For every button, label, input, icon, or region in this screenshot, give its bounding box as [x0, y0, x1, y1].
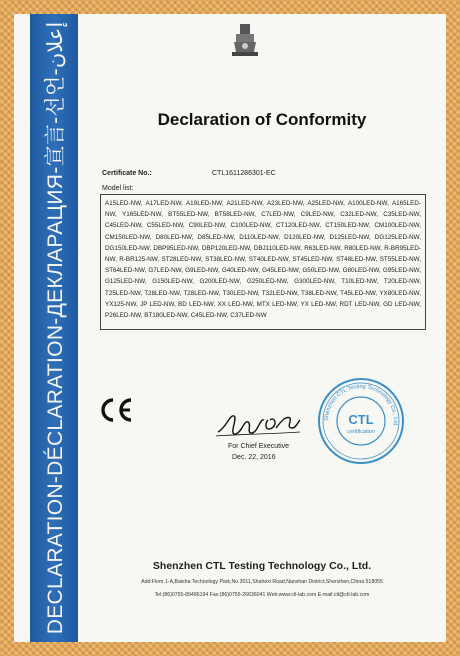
seal-brand: CTL	[348, 412, 374, 427]
company-address: Add:Floor 1-A,Baisha Technology Park,No.3011,Shahexi Road,Nanshan District,Shenzhen,China 518055	[141, 579, 383, 585]
sidebar-text: DECLARATION-DÉCLARATION-ДЕКЛАРАЦИЯ-宣言-선언-إعلان	[44, 21, 67, 635]
signature-icon	[212, 406, 304, 442]
model-list: A15LED-NW, A17LED-NW, A19LED-NW, A21LED-NW, A23LED-NW, A25LED-NW, A100LED-NW, A165LED-NW, Y165LED-NW, BT55LED-NW, BT58LED-NW, C7LED-NW, C9LED-NW, C32LED-NW, C35LED-NW, C45LED-NW, C55LED-NW, C90LED-NW, C100LED-NW, CT120LED-NW, CT150LED-NW, CM100LED-NW, CM150LED-NW, D80LED-NW, D85LED-NW, D110LED-NW, D120LED-NW, D125LED-NW, DG125LED-NW, DG150LED-NW, DBP95LED-NW, DBP120LED-NW, DBJ110LED-NW, R63LED-NW, R80LED-NW, R-BR95LED-NW, R-BR125-NW, ST28LED-NW, ST38LED-NW, ST40LED-NW, ST45LED-NW, ST48LED-NW, ST55LED-NW, ST64LED-NW, G7LED-NW, G9LED-NW, G40LED-NW, G45LED-NW, G50LED-NW, G80LED-NW, G95LED-NW, G125LED-NW, G150LED-NW, G200LED-NW, G250LED-NW, G300LED-NW, T10LED-NW, T20LED-NW, T25LED-NW, T28LED-NW, T28LED-NW, T30LED-NW, T32LED-NW, T38LED-NW, T45LED-NW, YX80LED-NW, YX125-NW, JP LED-NW, BD LED-NW, XX LED-NW, MTX LED-NW, YX LED-NW, RDT LED-NW, GD LED-NW, P26LED-NW, BT180LED-NW, C45LED-NW, C37LED-NW	[105, 200, 421, 320]
model-list-box	[100, 194, 426, 330]
seal-subtitle: certification	[347, 429, 375, 435]
seal-ring-text: Shenzhen CTL Testing Technology Co., Ltd.	[323, 383, 399, 428]
company-name: Shenzhen CTL Testing Technology Co., Ltd.	[152, 560, 372, 572]
ctl-certification-seal-icon	[316, 376, 406, 466]
declaration-sidebar	[30, 14, 78, 642]
model-list-label: Model list:	[102, 185, 134, 192]
emblem-logo-icon	[230, 22, 260, 58]
sign-date: Dec. 22, 2016	[232, 454, 276, 461]
certificate-number-label: Certificate No.:	[102, 170, 152, 177]
signer-title: For Chief Executive	[228, 443, 290, 450]
ce-mark-icon	[98, 397, 134, 423]
certificate-paper	[14, 14, 446, 642]
certificate-number: CTL1611286301-EC	[212, 170, 276, 177]
company-contact: Tel:(86)0755-89486194 Fax:(86)0755-26636041 Web:www.ctl-lab.com E-mail:ctl@ctl-lab.com	[154, 592, 370, 598]
document-title: Declaration of Conformity	[157, 110, 367, 129]
